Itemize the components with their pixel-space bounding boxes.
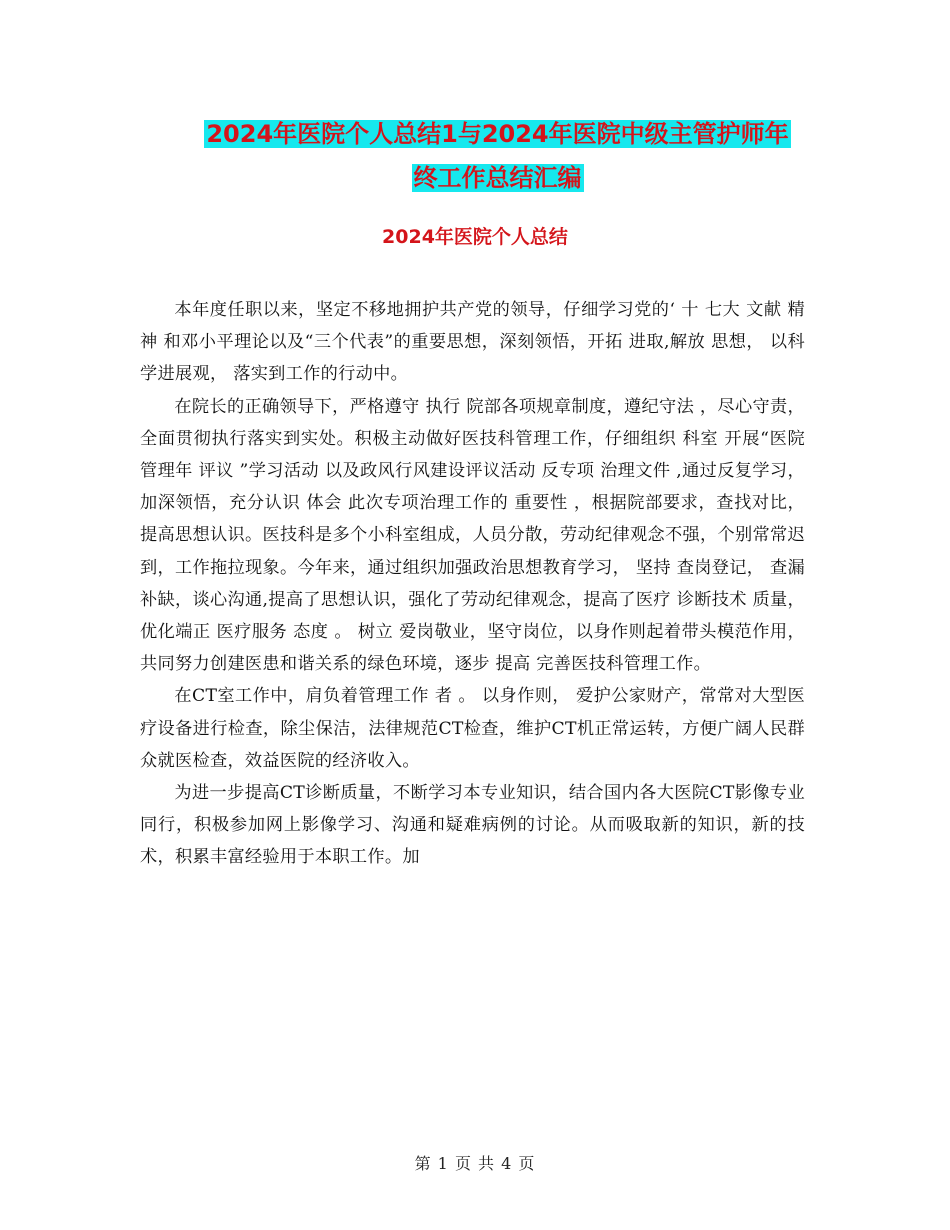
paragraph-4: 为进一步提高CT诊断质量，不断学习本专业知识，结合国内各大医院CT影像专业同行，积极参加网上影像学习、沟通和疑难病例的讨论。从而吸取新的知识，新的技术，积累丰富经验用于本职工作。加 [140, 783, 805, 868]
paragraph-1: 本年度任职以来，坚定不移地拥护共产党的领导，仔细学习党的‘ 十 七大 文献 精神 和邓小平理论以及“三个代表”的重要思想，深刻领悟，开拓 进取,解放 思想， 以科学进展观， 落实到工作的行动中。 [140, 300, 805, 385]
paragraph-3: 在CT室工作中，肩负着管理工作 者 。 以身作则， 爱护公家财产，常常对大型医疗设备进行检查，除尘保洁，法律规范CT检查，维护CT机正常运转，方便广阔人民群众就医检查，效益医院的经济收入。 [140, 686, 805, 771]
document-title-line-2: 终工作总结汇编 [413, 164, 582, 192]
page-number-footer: 第 1 页 共 4 页 [414, 1154, 536, 1173]
paragraph-2: 在院长的正确领导下，严格遵守 执行 院部各项规章制度，遵纪守法 ，尽心守责，全面贯彻执行落实到实处。积极主动做好医技科管理工作，仔细组织 科室 开展“医院管理年 评议 ”学习活动 以及政风行风建设评议活动 反专项 治理文件 ,通过反复学习，加深领悟，充分认识 体会 此次专项治理工作的 重要性 ，根据院部要求，查找对比，提高思想认识。医技科是多个小科室组成，人员分散，劳动纪律观念不强，个别常常迟到，工作拖拉现象。今年来，通过组织加强政治思想教育学习， 坚持 查岗登记， 查漏补缺，谈心沟通,提高了思想认识，强化了劳动纪律观念，提高了医疗 诊断技术 质量，优化端正 医疗服务 态度 。 树立 爱岗敬业，坚守岗位，以身作则起着带头模范作用，共同努力创建医患和谐关系的绿色环境，逐步 提高 完善医技科管理工作。 [140, 396, 805, 675]
document-title [140, 112, 855, 200]
body-text [140, 294, 805, 874]
section-heading: 2024年医院个人总结 [382, 226, 568, 248]
document-title-line-1: 2024年医院个人总结1与2024年医院中级主管护师年 [206, 120, 789, 148]
